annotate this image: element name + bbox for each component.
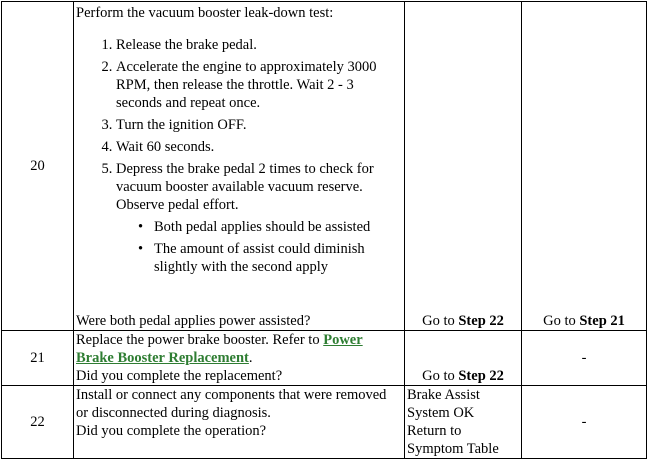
procedure-step: 3. Turn the ignition OFF. — [116, 116, 401, 134]
action-cell — [74, 331, 405, 386]
bullet-icon: • — [138, 219, 144, 235]
table-row-step-21 — [2, 331, 647, 386]
action-cell — [74, 2, 405, 331]
step-question: Were both pedal applies power assisted? — [76, 313, 311, 329]
observation-bullets — [116, 218, 401, 276]
procedure-steps — [76, 36, 401, 280]
action-text: Install or connect any components that were removed or disconnected during diagnosis. — [76, 387, 387, 421]
procedure-step: 4. Wait 60 seconds. — [116, 138, 401, 156]
no-result: - — [522, 331, 647, 386]
procedure-step-text: Depress the brake pedal 2 times to check for vacuum booster available vacuum reserve. Observe pedal effort. — [116, 161, 374, 213]
no-prefix: Go to — [543, 313, 580, 329]
yes-line: Brake Assist — [407, 387, 480, 403]
step-22-link[interactable]: Step 22 — [458, 368, 504, 384]
yes-result — [405, 2, 522, 331]
procedure-step — [116, 160, 401, 276]
step-22-link[interactable]: Step 22 — [458, 313, 504, 329]
power-brake-booster-replacement-link[interactable]: Power Brake Booster Replacement — [76, 332, 363, 366]
table-row-step-22 — [2, 386, 647, 459]
yes-result — [405, 386, 522, 459]
step-question: Did you complete the replacement? — [76, 368, 283, 384]
step-number: 21 — [2, 331, 74, 386]
yes-line: Symptom Table — [407, 441, 499, 457]
yes-result — [405, 331, 522, 386]
table-row-step-20 — [2, 2, 647, 331]
yes-line: System OK — [407, 405, 475, 421]
bullet-text: The amount of assist could diminish slightly with the second apply — [154, 241, 365, 275]
action-text-end: . — [248, 350, 253, 366]
bullet-item — [138, 240, 401, 276]
step-21-link[interactable]: Step 21 — [579, 313, 625, 329]
bullet-text: Both pedal applies should be assisted — [154, 219, 371, 235]
no-result — [522, 2, 647, 331]
yes-line: Return to — [407, 423, 462, 439]
action-text: Replace the power brake booster. Refer to — [76, 332, 324, 348]
procedure-step: 2. Accelerate the engine to approximately 3000 RPM, then release the throttle. Wait 2 - 3 seconds and repeat once. — [116, 58, 401, 112]
step-number: 22 — [2, 386, 74, 459]
no-result: - — [522, 386, 647, 459]
step-number: 20 — [2, 2, 74, 331]
yes-prefix: Go to — [422, 313, 459, 329]
bullet-item — [138, 218, 401, 236]
test-intro: Perform the vacuum booster leak-down test: — [76, 5, 334, 21]
yes-prefix: Go to — [422, 368, 459, 384]
step-question: Did you complete the operation? — [76, 423, 267, 439]
diagnostic-table — [1, 1, 647, 459]
bullet-icon: • — [138, 241, 144, 257]
procedure-step: 1. Release the brake pedal. — [116, 36, 401, 54]
action-cell — [74, 386, 405, 459]
